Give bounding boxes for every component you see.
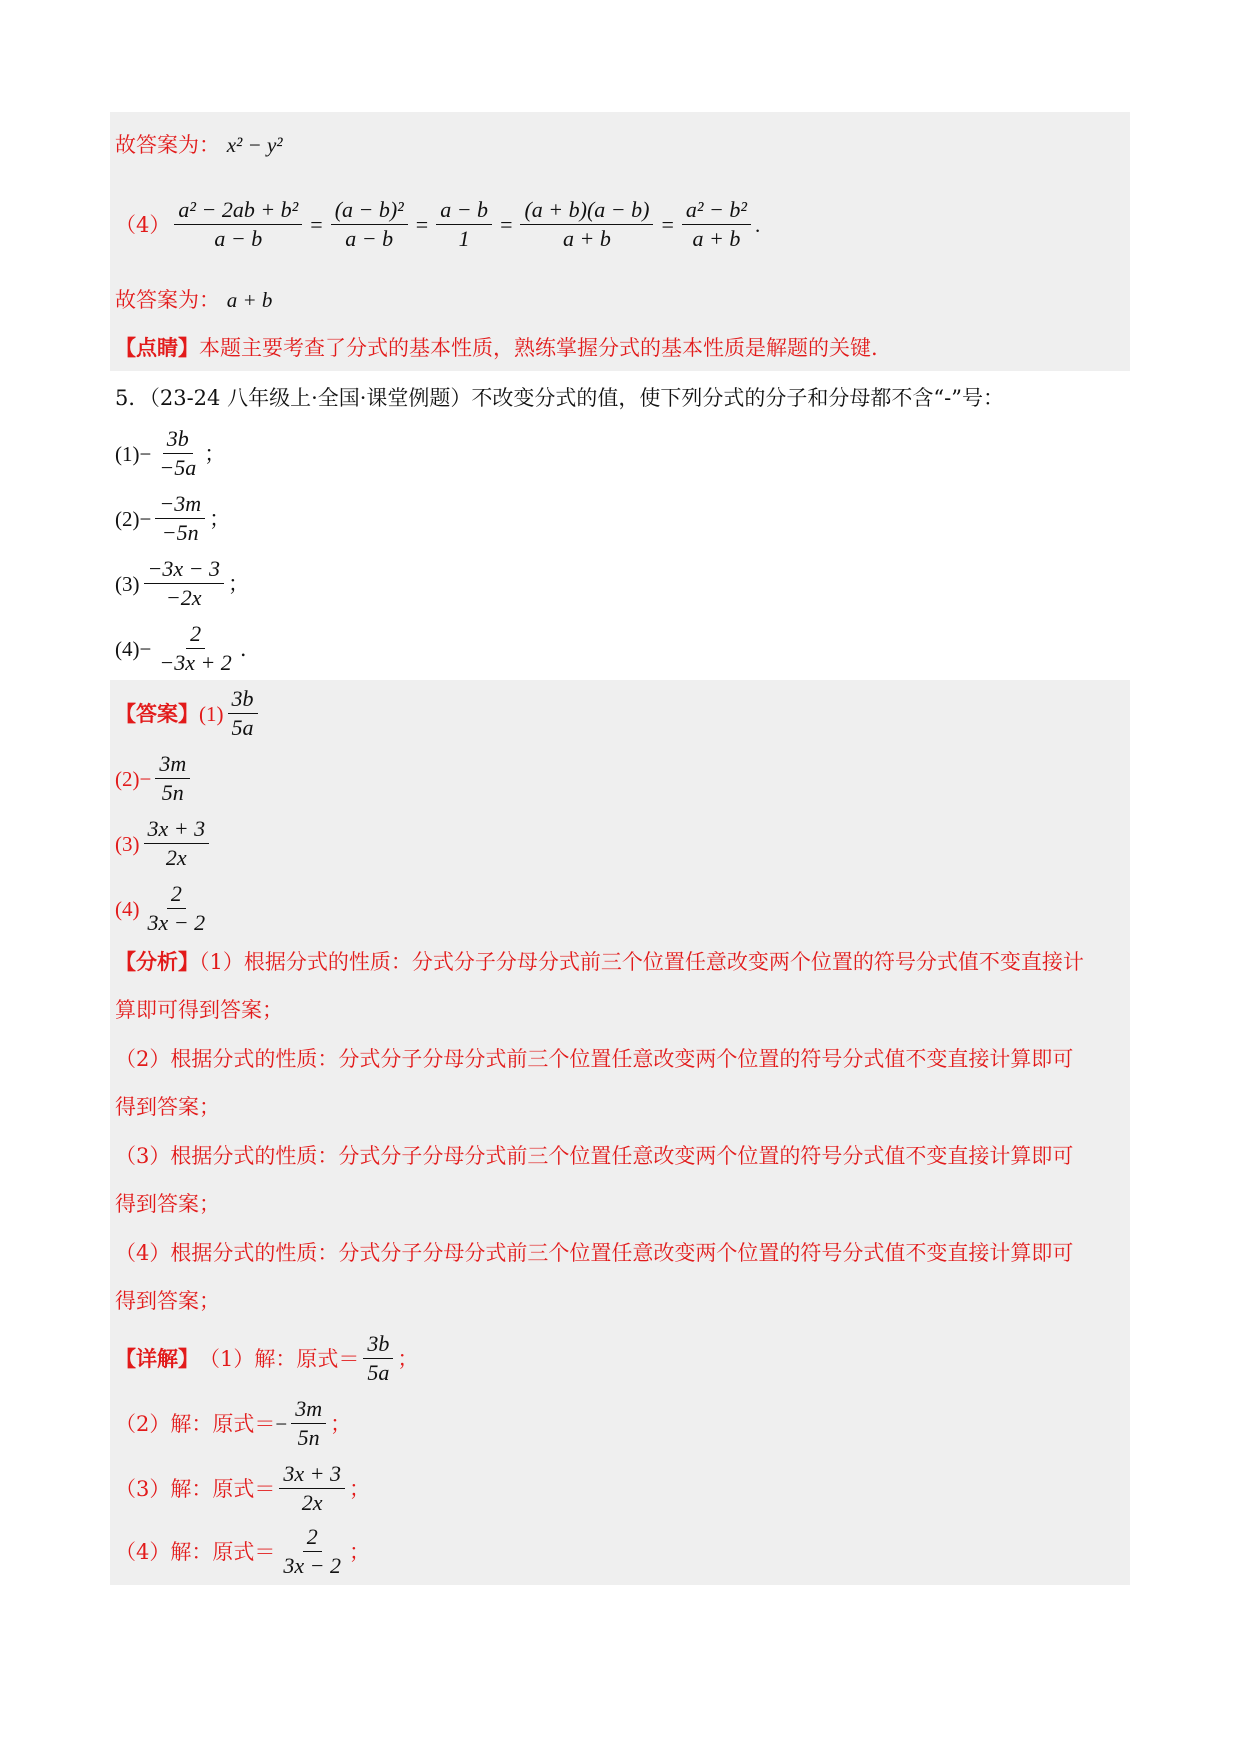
answer-item-4: (4) $\frac{2}{3x - 2}$: [115, 880, 213, 937]
detail-line-2: （2）解：原式＝ − $\frac{3m}{5n}$ ；: [115, 1396, 352, 1450]
answer-item-1: 【答案】 (1) $\frac{3b}{5a}$: [115, 685, 262, 742]
answer-fraction-1: $\frac{3b}{5a}$: [228, 685, 258, 742]
detail-fraction-2: $\frac{3m}{5n}$: [291, 1395, 326, 1452]
fraction-step-1: $\frac{\text{a² − 2ab + b²}}{a - b}$: [174, 196, 302, 253]
dianjing-tag: 【点睛】: [115, 335, 199, 360]
question-item-1: (1)− $\frac{3b}{-5a}$ ；: [115, 426, 226, 480]
answer-4-line: [115, 286, 272, 314]
detail-tag: 【详解】: [115, 1345, 199, 1371]
answer-3-value: x² − y²: [226, 133, 283, 157]
question-fraction-1: $\frac{3b}{-5a}$: [159, 426, 197, 480]
answer-fraction-2: $\frac{3m}{5n}$: [155, 750, 190, 807]
fraction-step-5: $\frac{\text{a² − b²}}{a + b}$: [682, 196, 751, 253]
dianjing-text: 本题主要考查了分式的基本性质，熟练掌握分式的基本性质是解题的关键.: [199, 336, 878, 360]
fraction-step-3: $\frac{a - b}{1}$: [436, 196, 492, 253]
answer-item-2: (2)− $\frac{3m}{5n}$: [115, 750, 194, 807]
fraction-step-2: $\frac{\text{(a − b)²}}{a - b}$: [331, 196, 408, 253]
question-stem: 5．（23-24 八年级上·全国·课堂例题）不改变分式的值，使下列分式的分子和分母都不含“-”号：: [115, 386, 1004, 410]
question-fraction-3: $\frac{-3x - 3}{-2x}$: [144, 555, 224, 612]
analysis-tag: 【分析】: [115, 949, 199, 974]
analysis-line-5: （3）根据分式的性质：分式分子分母分式前三个位置任意改变两个位置的符号分式值不变直接计算即可: [115, 1144, 1074, 1168]
analysis-line-2: 算即可得到答案；: [115, 998, 283, 1022]
answer-3-label: 故答案为：: [115, 133, 220, 157]
question-fraction-4: $\frac{2}{-3x + 2}$: [159, 621, 232, 675]
part-4-label: （4）: [115, 212, 171, 237]
analysis-line-7: （4）根据分式的性质：分式分子分母分式前三个位置任意改变两个位置的符号分式值不变直接计算即可: [115, 1241, 1074, 1265]
answer-tag: 【答案】: [115, 700, 199, 726]
answer-4-label: 故答案为：: [115, 288, 220, 312]
answer-3-line: [115, 131, 283, 159]
detail-line-4: （4）解：原式＝ $\frac{2}{3x - 2}$ ；: [115, 1524, 370, 1578]
detail-fraction-1: $\frac{3b}{5a}$: [363, 1330, 393, 1387]
question-item-3: (3) $\frac{-3x - 3}{-2x}$ ；: [115, 556, 249, 610]
answer-item-3: (3) $\frac{3x + 3}{2x}$: [115, 815, 213, 872]
fraction-step-4: $\frac{(a + b)(a - b)}{a + b}$: [520, 196, 653, 253]
detail-line-1: 【详解】 （1）解：原式＝ $\frac{3b}{5a}$ ；: [115, 1331, 419, 1385]
answer-4-value: a + b: [226, 288, 273, 312]
analysis-line-6: 得到答案；: [115, 1192, 220, 1216]
answer-fraction-4: $\frac{2}{3x - 2}$: [147, 881, 206, 935]
detail-line-3: （3）解：原式＝ $\frac{3x + 3}{2x}$ ；: [115, 1461, 370, 1515]
question-fraction-2: $\frac{-3m}{-5n}$: [155, 490, 205, 547]
analysis-line-4: 得到答案；: [115, 1095, 220, 1119]
dianjing-line: [115, 334, 878, 362]
detail-fraction-4: $\frac{2}{3x - 2}$: [283, 1524, 341, 1578]
analysis-line-3: （2）根据分式的性质：分式分子分母分式前三个位置任意改变两个位置的符号分式值不变直接计算即可: [115, 1047, 1074, 1071]
answer-fraction-3: $\frac{3x + 3}{2x}$: [144, 815, 210, 872]
question-item-2: (2)− $\frac{-3m}{-5n}$ ；: [115, 491, 231, 545]
detail-fraction-3: $\frac{3x + 3}{2x}$: [279, 1460, 345, 1517]
analysis-line-1: 【分析】（1）根据分式的性质：分式分子分母分式前三个位置任意改变两个位置的符号分式值不变直接计: [115, 949, 1084, 974]
part-4-derivation: （4） $\frac{\text{a² − 2ab + b²}}{a - b}$ = $\frac{\text{(a − b)²}}{a - b}$ = $\frac{a - b}{1}$ = $\frac{(a + b)(a - b)}{a + b}$ = $\frac{\text{a² − b²}}{a + b}$ .: [115, 197, 761, 251]
analysis-line-8: 得到答案；: [115, 1289, 220, 1313]
question-item-4: (4)− $\frac{2}{-3x + 2}$ .: [115, 621, 247, 675]
